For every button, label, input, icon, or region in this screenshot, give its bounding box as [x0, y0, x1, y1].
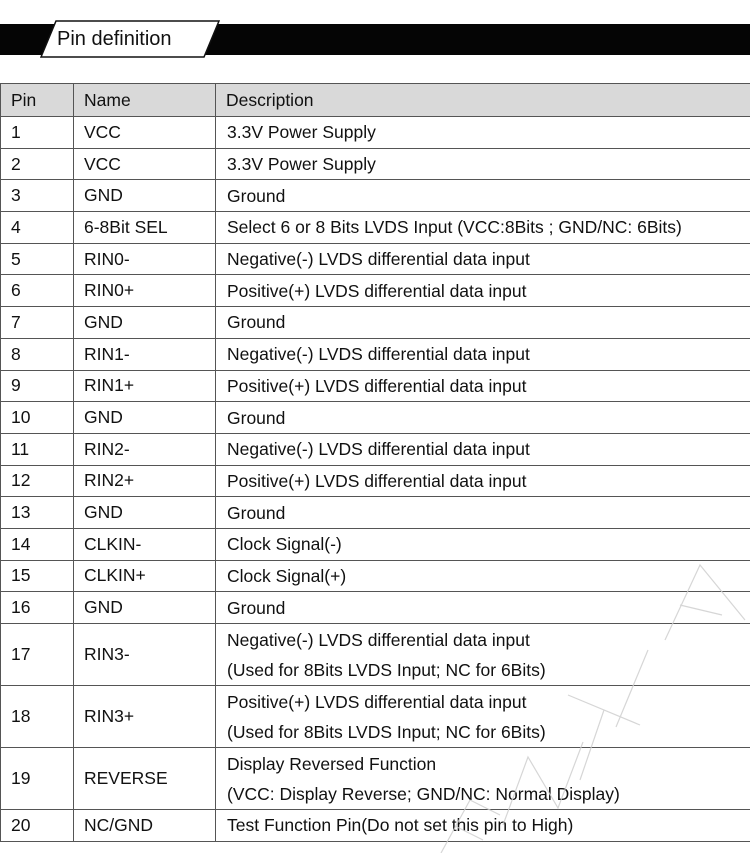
pin-number-cell: 5	[1, 243, 74, 275]
pin-number-cell: 1	[1, 117, 74, 149]
pin-description-cell	[216, 497, 750, 529]
pin-number-cell: 4	[1, 212, 74, 244]
pin-description-cell	[216, 180, 750, 212]
pin-name-cell: CLKIN-	[74, 528, 216, 560]
pin-name-cell: RIN3+	[74, 686, 216, 748]
pin-name-cell: CLKIN+	[74, 560, 216, 592]
pin-name-cell: GND	[74, 497, 216, 529]
description-line: Ground	[227, 597, 286, 618]
description-line: Positive(+) LVDS differential data input	[227, 470, 527, 491]
section-title-tab	[40, 20, 220, 58]
description-line: 3.3V Power Supply	[227, 154, 376, 175]
table-row	[1, 528, 750, 560]
pin-number-cell: 12	[1, 465, 74, 497]
description-line: (Used for 8Bits LVDS Input; NC for 6Bits)	[227, 659, 546, 680]
table-header-row	[1, 84, 750, 117]
table-body	[1, 117, 750, 842]
pin-description-cell	[216, 748, 750, 810]
pin-number-cell: 19	[1, 748, 74, 810]
description-line: Ground	[227, 312, 286, 333]
pin-name-cell: RIN3-	[74, 624, 216, 686]
description-line: Ground	[227, 185, 286, 206]
pin-number-cell: 3	[1, 180, 74, 212]
column-header-name: Name	[74, 84, 216, 117]
description-line: Negative(-) LVDS differential data input	[227, 344, 530, 365]
column-header-pin: Pin	[1, 84, 74, 117]
pin-name-cell: RIN2-	[74, 433, 216, 465]
table-row	[1, 307, 750, 339]
description-line: Positive(+) LVDS differential data input	[227, 691, 527, 712]
pin-number-cell: 2	[1, 148, 74, 180]
pin-number-cell: 17	[1, 624, 74, 686]
pin-number-cell: 6	[1, 275, 74, 307]
description-line: Positive(+) LVDS differential data input	[227, 280, 527, 301]
table-row	[1, 212, 750, 244]
pin-name-cell: NC/GND	[74, 810, 216, 842]
pin-description-cell	[216, 810, 750, 842]
pin-description-cell	[216, 148, 750, 180]
pin-description-cell	[216, 307, 750, 339]
pin-name-cell: RIN0+	[74, 275, 216, 307]
table-row	[1, 148, 750, 180]
pin-name-cell: RIN1+	[74, 370, 216, 402]
table-row	[1, 592, 750, 624]
pin-description-cell	[216, 528, 750, 560]
pin-name-cell: RIN0-	[74, 243, 216, 275]
description-line: Display Reversed Function	[227, 753, 437, 774]
table-row	[1, 748, 750, 810]
description-line: (VCC: Display Reverse; GND/NC: Normal Display)	[227, 783, 620, 804]
pin-description-cell	[216, 338, 750, 370]
table-row	[1, 624, 750, 686]
table-row	[1, 243, 750, 275]
pin-description-cell	[216, 592, 750, 624]
description-line: Positive(+) LVDS differential data input	[227, 375, 527, 396]
table-row	[1, 497, 750, 529]
pin-description-cell	[216, 212, 750, 244]
pin-number-cell: 16	[1, 592, 74, 624]
pin-number-cell: 14	[1, 528, 74, 560]
pin-description-cell	[216, 624, 750, 686]
pin-description-cell	[216, 370, 750, 402]
pin-number-cell: 13	[1, 497, 74, 529]
table-row	[1, 810, 750, 842]
pin-number-cell: 10	[1, 402, 74, 434]
column-header-description: Description	[216, 84, 750, 117]
pin-description-cell	[216, 275, 750, 307]
description-line: (Used for 8Bits LVDS Input; NC for 6Bits)	[227, 721, 546, 742]
pin-name-cell: GND	[74, 180, 216, 212]
table-row	[1, 117, 750, 149]
description-line: Ground	[227, 502, 286, 523]
pin-description-cell	[216, 402, 750, 434]
table-row	[1, 686, 750, 748]
page-title: Pin definition	[57, 28, 172, 50]
pin-name-cell: GND	[74, 307, 216, 339]
pin-name-cell: 6-8Bit SEL	[74, 212, 216, 244]
pin-description-cell	[216, 117, 750, 149]
description-line: Clock Signal(+)	[227, 565, 347, 586]
table-row	[1, 433, 750, 465]
table-row	[1, 465, 750, 497]
description-line: Negative(-) LVDS differential data input	[227, 439, 530, 460]
pin-definition-table	[0, 83, 750, 842]
description-line: 3.3V Power Supply	[227, 122, 376, 143]
pin-number-cell: 9	[1, 370, 74, 402]
pin-name-cell: VCC	[74, 148, 216, 180]
pin-number-cell: 18	[1, 686, 74, 748]
description-line: Negative(-) LVDS differential data input	[227, 629, 530, 650]
pin-name-cell: GND	[74, 592, 216, 624]
pin-description-cell	[216, 465, 750, 497]
pin-number-cell: 15	[1, 560, 74, 592]
table-row	[1, 338, 750, 370]
description-line: Test Function Pin(Do not set this pin to High)	[227, 815, 574, 836]
pin-description-cell	[216, 433, 750, 465]
pin-name-cell: GND	[74, 402, 216, 434]
pin-name-cell: REVERSE	[74, 748, 216, 810]
description-line: Clock Signal(-)	[227, 534, 342, 555]
pin-number-cell: 8	[1, 338, 74, 370]
table-row	[1, 275, 750, 307]
pin-number-cell: 20	[1, 810, 74, 842]
pin-number-cell: 7	[1, 307, 74, 339]
description-line: Negative(-) LVDS differential data input	[227, 249, 530, 270]
table-row	[1, 402, 750, 434]
table-row	[1, 560, 750, 592]
table-row	[1, 370, 750, 402]
pin-number-cell: 11	[1, 433, 74, 465]
pin-description-cell	[216, 686, 750, 748]
description-line: Ground	[227, 407, 286, 428]
pin-name-cell: RIN2+	[74, 465, 216, 497]
table-row	[1, 180, 750, 212]
pin-name-cell: RIN1-	[74, 338, 216, 370]
pin-name-cell: VCC	[74, 117, 216, 149]
description-line: Select 6 or 8 Bits LVDS Input (VCC:8Bits ; GND/NC: 6Bits)	[227, 217, 682, 238]
pin-description-cell	[216, 243, 750, 275]
pin-description-cell	[216, 560, 750, 592]
